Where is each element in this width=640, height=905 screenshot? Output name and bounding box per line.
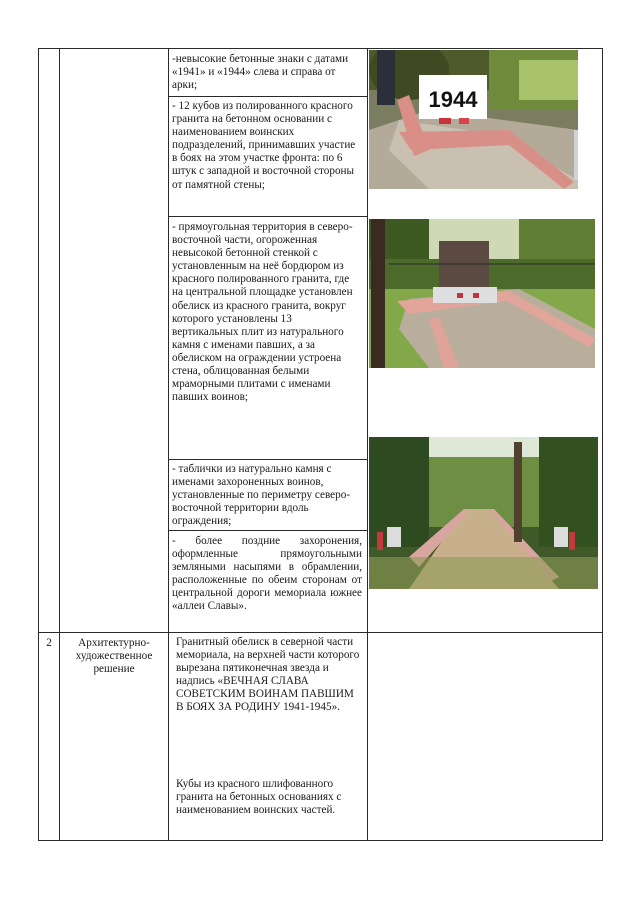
table-right-border	[602, 48, 603, 841]
row2-description-1: Гранитный обелиск в северной части мемориала, на верхней части которого вырезана пятиконечная звезда и надпись «ВЕЧНАЯ СЛАВА СОВЕТСКИМ ВОИНАМ ПАВШИМ В БОЯХ ЗА РОДИНУ 1941-1945».	[176, 636, 360, 714]
row2-title: Архитектурно-художественное решение	[75, 637, 153, 676]
row1-item-4: - таблички из натурально камня с именами захороненных воинов, установленные по периметру северо-восточной территории вдоль ограждения;	[172, 463, 351, 528]
paragraph-divider	[168, 459, 368, 460]
row2-description-2: Кубы из красного шлифованного гранита на бетонных основаниях с наименованием воинских частей.	[176, 778, 342, 817]
row1-item-3: - прямоугольная территория в северо-восточной части, огороженная невысокой бетонной стенкой с установленным на неё бордюром из красного полированного гранита, где на центральной площадке установлен обелиск из красного гранита, вокруг которого установлены 13 вертикальных плит из натурального камня с именами павших, а за обелиском на ограждении устроена стена, облицованная белыми мраморными плитами с именами павших воинов;	[172, 221, 353, 404]
photo-obelisk	[369, 219, 595, 368]
photo-sign-text: 1944	[428, 87, 478, 112]
table-row-divider	[38, 632, 603, 633]
row1-item-1: -невысокие бетонные знаки с датами «1941» и «1944» слева и справа от арки;	[172, 53, 349, 92]
table-col-divider-2	[168, 48, 169, 841]
table-bottom-border	[38, 840, 603, 841]
row2-number: 2	[46, 637, 52, 649]
table-col-divider-3	[367, 48, 368, 841]
paragraph-divider	[168, 530, 368, 531]
photo-1944-sign	[369, 50, 578, 189]
photo-alley	[369, 437, 598, 589]
table-left-border	[38, 48, 39, 841]
table-col-divider-1	[59, 48, 60, 841]
row1-item-2: - 12 кубов из полированного красного гранита на бетонном основании с наименованием воинских подразделений, принимавших участие в боях на этом участке фронта: по 6 штук с западной и восточной стороны от памятной стены;	[172, 100, 356, 191]
row1-item-5: - более поздние захоронения, оформленные прямоугольными земляными насыпями в обрамлении, расположенные по обеим сторонам от центральной дороги мемориала южнее «аллеи Славы».	[172, 535, 362, 613]
paragraph-divider	[168, 216, 368, 217]
table-top-border	[38, 48, 603, 49]
paragraph-divider	[168, 96, 368, 97]
